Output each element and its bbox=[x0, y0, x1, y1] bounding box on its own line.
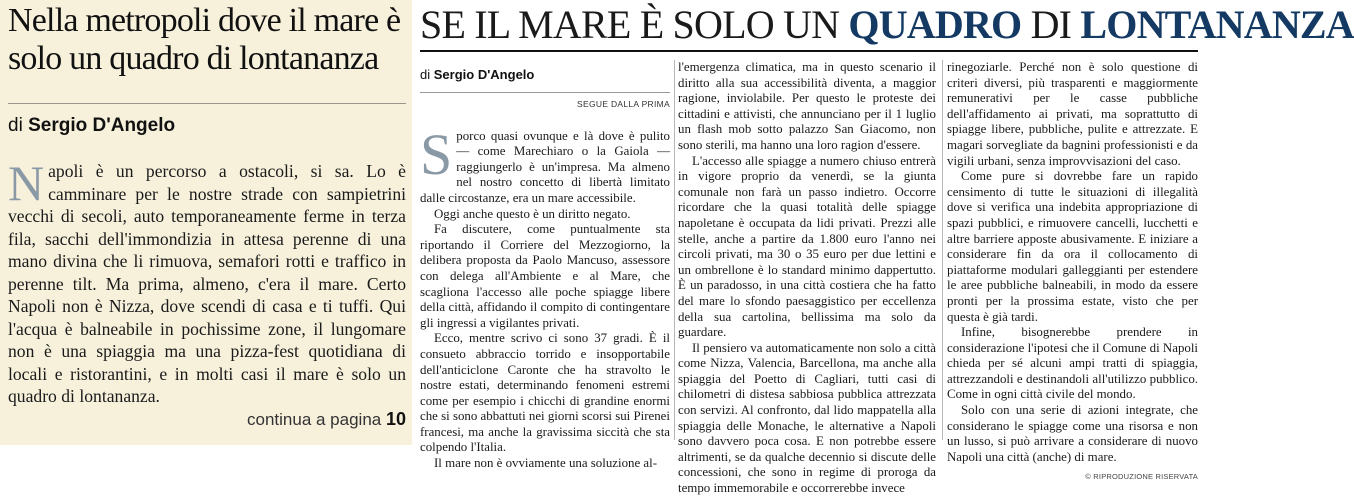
article bbox=[412, 0, 1354, 496]
teaser-body-text: apoli è un percorso a ostacoli, si sa. Lo è camminare per le nostre strade con sampietrini vecchi di secoli, auto temporaneamente ferme in terza fila, sacchi dell'immondizia in attesa perenne di una mano divina che li rimuova, semafori rotti e traffico in perenne tilt. Ma prima, almeno, c'era il mare. Certo Napoli non è Nizza, dove scendi di casa e ti tuffi. Qui l'acqua è balneabile in pochissime zone, il lungomare non è una spiaggia ma una pizza-fest quotidiana di locali e ristorantini, e in molti casi il mare è solo un quadro di lontananza. bbox=[8, 161, 406, 406]
headline-highlight-1: QUADRO bbox=[848, 2, 1022, 47]
paragraph: Oggi anche questo è un diritto negato. bbox=[434, 206, 631, 221]
teaser-byline-prefix: di bbox=[8, 115, 23, 136]
teaser-headline: Nella metropoli dove il mare è solo un quadro di lontananza bbox=[8, 2, 401, 77]
segue-label: SEGUE DALLA PRIMA bbox=[577, 98, 670, 109]
teaser-dropcap: N bbox=[8, 155, 45, 211]
headline-rule bbox=[420, 50, 1198, 52]
paragraph: rinegoziarle. Perché non è solo questione di criteri diversi, più trasparenti e maggiormente remunerativi per le casse pubbliche dell'affidamento ai privati, ma soprattutto di spiagge libere, pubbliche, pulite e attrezzate. E magari sorvegliate da bagnini professionisti e da vigili urbani, senza improvvisazioni del caso. bbox=[947, 60, 1198, 168]
article-author: Sergio D'Angelo bbox=[433, 67, 535, 82]
paragraph-text: porco quasi ovunque e là dove è pulito — come Marechiaro o la Gaiola — raggiungerlo è un'impresa. Ma almeno nel nostro concetto di libertà limitato dalle circostanze, era un mare accessibile. bbox=[420, 128, 670, 205]
continue-label: continua a pagina bbox=[247, 410, 382, 429]
paragraph: Ecco, mentre scrivo ci sono 37 gradi. È il consueto abbraccio torrido e insopportabile dell'anticiclone Caronte che ha stravolto le nostre estati, determinando fenomeni estremi come per esempio i chicchi di grandine enormi che si sono abbattuti nei giorni scorsi sui Pirenei francesi, ma anche la gravissima siccità che sta colpendo l'Italia. bbox=[420, 331, 670, 455]
copyright-notice: © RIPRODUZIONE RISERVATA bbox=[1085, 472, 1198, 482]
article-dropcap: S bbox=[420, 121, 453, 187]
article-byline-prefix: di bbox=[420, 67, 431, 82]
teaser-divider bbox=[8, 103, 406, 104]
headline-highlight-2: LONTANANZA bbox=[1080, 2, 1354, 47]
teaser-author: Sergio D'Angelo bbox=[28, 115, 176, 136]
paragraph: Come pure si dovrebbe fare un rapido censimento di tutte le situazioni di illegalità dove si verifica una indebita appropriazione di spazi pubblici, e rimuovere cancelli, lucchetti e altre barriere apposte abusivamente. E iniziare a considerare fin da ora il collocamento di piattaforme modulari galleggianti per estendere le aree pubbliche balneabili, in modo da essere pronti per la prossima estate, visto che per questa è già tardi. bbox=[947, 169, 1198, 324]
continue-page-number: 10 bbox=[385, 409, 406, 429]
teaser-byline bbox=[8, 115, 175, 137]
headline-part-1: SE IL MARE È SOLO UN bbox=[420, 2, 849, 47]
paragraph: Solo con una serie di azioni integrate, che considerano le spiagge come una risorsa e non un lusso, si può arrivare a considerare di nuovo Napoli una città (anche) di mare. bbox=[947, 403, 1198, 464]
paragraph: Il pensiero va automaticamente non solo a città come Nizza, Valencia, Barcellona, ma anche alla spiaggia del Poetto di Cagliari, tutti casi di chilometri di distesa sabbiosa pubblica attrezzata con servizi. Al confronto, dal lido mappatella alla spiaggia delle Monache, le alternative a Napoli sono davvero poca cosa. E non potrebbe essere altrimenti, se da qualche decennio si discute delle concessioni, che sono in regime di proroga da tempo immemorabile e occorrerebbe invece bbox=[678, 340, 936, 496]
paragraph: Infine, bisognerebbe prendere in considerazione l'ipotesi che il Comune di Napoli chieda per sé alcuni ampi tratti di spiaggia, attrezzandoli e destinandoli all'utilizzo pubblico. Come in ogni città civile del mondo. bbox=[947, 325, 1198, 402]
headline-part-2: DI bbox=[1021, 2, 1081, 47]
article-headline bbox=[420, 0, 1354, 50]
byline-rule bbox=[420, 92, 670, 93]
front-page-teaser bbox=[0, 0, 412, 445]
paragraph: Il mare non è ovviamente una soluzione al- bbox=[434, 456, 657, 471]
article-byline bbox=[420, 67, 670, 83]
article-column-1 bbox=[420, 58, 670, 472]
continue-link[interactable] bbox=[247, 409, 406, 430]
paragraph: Fa discutere, come puntualmente sta riportando il Corriere del Mezzogiorno, la delibera proposta da Paolo Mancuso, assessore con delega all'Ambiente e al Mare, che scagliona l'accesso alle poche spiagge libere della città, affidando il compito di contingentare gli ingressi a vigilantes privati. bbox=[420, 222, 670, 330]
paragraph bbox=[420, 121, 670, 207]
teaser-body bbox=[8, 155, 406, 408]
paragraph: L'accesso alle spiagge a numero chiuso entrerà in vigore proprio da venerdì, se la giunta comunale non farà un passo indietro. Occorre ricordare che la quasi totalità delle spiagge napoletane è occupata da lidi privati. Prezzi alle stelle, anche a partire da 1.800 euro l'anno nei circoli privati, ma 30 o 35 euro per due lettini e un ombrellone è lo standard minimo dappertutto. È un paradosso, in una città costiera che ha fatto del mare lo sfondo paesaggistico per eccellenza della sua cartolina, bellissima ma solo da guardare. bbox=[678, 153, 936, 340]
paragraph: l'emergenza climatica, ma in questo scenario il diritto alla sua accessibilità diventa, a maggior ragione, inviolabile. Per questo le proteste dei cittadini e attivisti, che annunciano per il 1 luglio un flash mob sotto palazzo San Giacomo, non sono sterili, ma hanno una loro ragion d'essere. bbox=[678, 60, 936, 152]
column-separator bbox=[942, 60, 943, 440]
column-separator bbox=[674, 60, 675, 440]
article-column-2 bbox=[678, 60, 936, 497]
article-column-3 bbox=[947, 60, 1198, 485]
